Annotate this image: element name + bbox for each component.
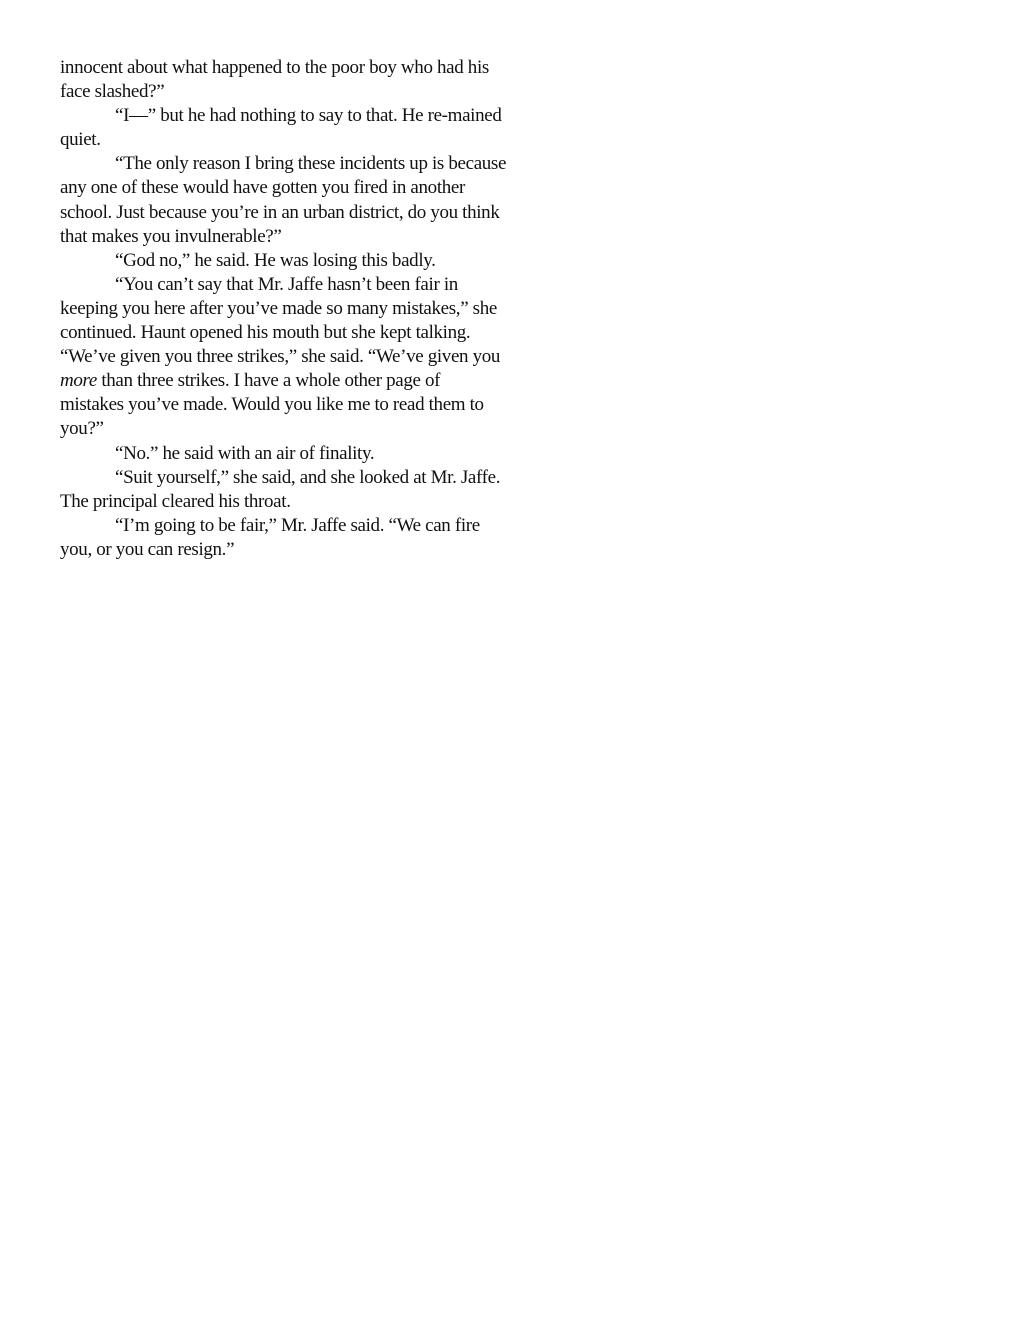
document-page xyxy=(60,56,508,562)
paragraph xyxy=(60,249,508,273)
paragraph-text: “The only reason I bring these incidents up is because any one of these would have gotten you fired in another school. Just because you’re in an urban district, do you think that makes you invulnerable?” xyxy=(60,153,507,247)
paragraph-text: “We’ve given you three strikes,” she said. “We’ve given you xyxy=(60,346,501,368)
paragraph-text: “Suit yourself,” she said, and she looked at Mr. Jaffe. The principal cleared his throat. xyxy=(60,466,501,512)
paragraph-text: than three strikes. I have a whole other page of mistakes you’ve made. Would you like me to read them to you?” xyxy=(60,370,484,440)
paragraph xyxy=(60,273,508,345)
paragraph xyxy=(60,466,508,514)
paragraph xyxy=(60,56,508,104)
paragraph-text: “I—” but he had nothing to say to that. He re-mained quiet. xyxy=(60,105,502,151)
paragraph-text: “I’m going to be fair,” Mr. Jaffe said. “We can fire you, or you can resign.” xyxy=(60,514,480,560)
paragraph xyxy=(60,152,508,248)
paragraph-text: “God no,” he said. He was losing this badly. xyxy=(115,249,436,271)
paragraph xyxy=(60,442,508,466)
paragraph-text: “You can’t say that Mr. Jaffe hasn’t been fair in keeping you here after you’ve made so many mistakes,” she continued. Haunt opened his mouth but she kept talking. xyxy=(60,273,497,344)
paragraph xyxy=(60,345,508,441)
paragraph xyxy=(60,514,508,562)
paragraph xyxy=(60,104,508,152)
paragraph-text: innocent about what happened to the poor boy who had his face slashed?” xyxy=(60,57,489,103)
emphasized-text: more xyxy=(60,370,97,392)
paragraph-text: “No.” he said with an air of finality. xyxy=(115,442,375,464)
